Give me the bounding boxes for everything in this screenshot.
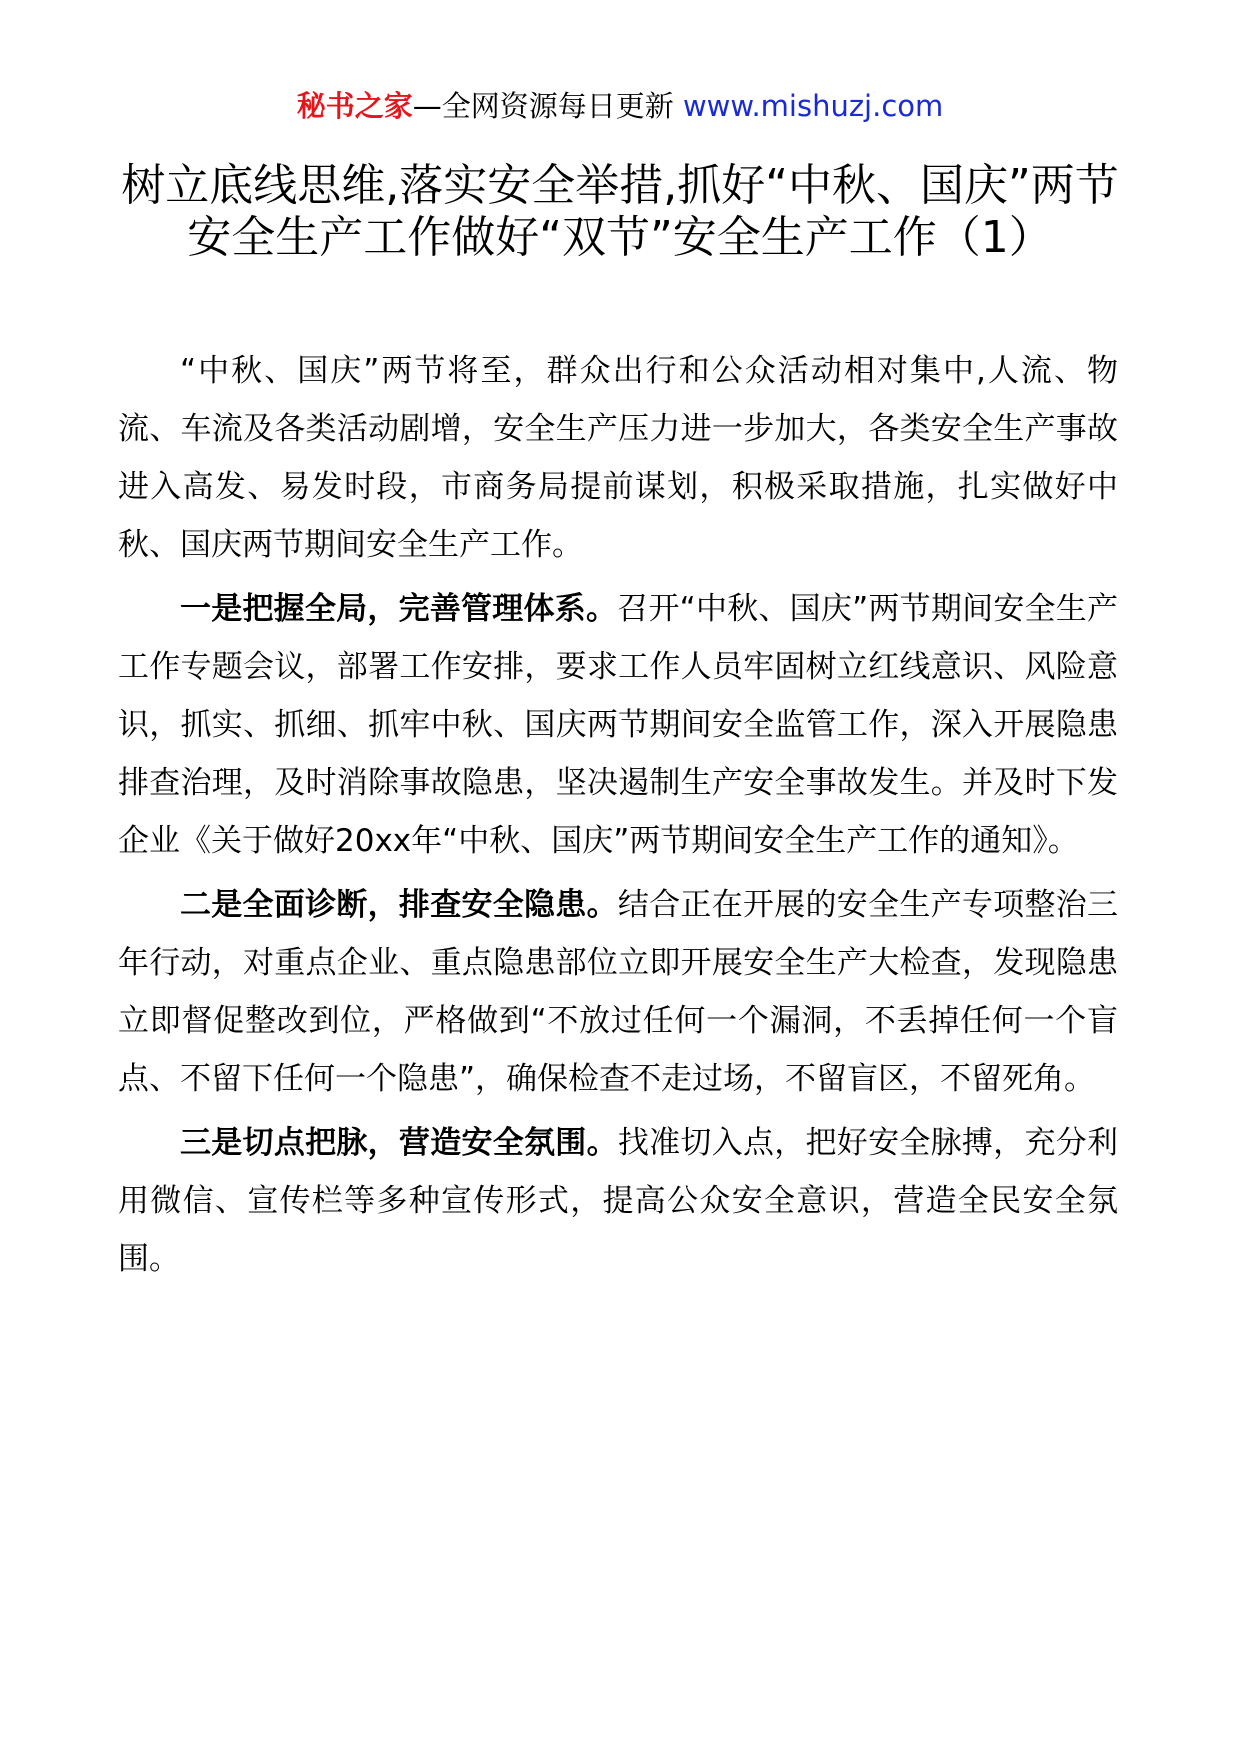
document-title: 树立底线思维,落实安全举措,抓好“中秋、国庆”两节安全生产工作做好“双节”安全生产工作（1） (121, 160, 1119, 263)
paragraph-text: “中秋、国庆”两节将至，群众出行和公众活动相对集中,人流、物流、车流及各类活动剧增，安全生产压力进一步加大，各类安全生产事故进入高发、易发时段，市商务局提前谋划，积极采取措施，扎实做好中秋、国庆两节期间安全生产工作。 (118, 353, 1118, 563)
site-header (0, 86, 1240, 126)
paragraph-point-3 (118, 1114, 1118, 1288)
paragraph-text: 找准切入点，把好安全脉搏，充分利用微信、宣传栏等多种宣传形式，提高公众安全意识，营造全民安全氛围。 (118, 1125, 1119, 1277)
paragraph-lead: 三是切点把脉，营造安全氛围。 (180, 1125, 618, 1161)
paragraph-text: 结合正在开展的安全生产专项整治三年行动，对重点企业、重点隐患部位立即开展安全生产大检查，发现隐患立即督促整改到位，严格做到“不放过任何一个漏洞，不丢掉任何一个盲点、不留下任何一个隐患”，确保检查不走过场，不留盲区，不留死角。 (118, 887, 1119, 1097)
site-tagline: —全网资源每日更新 (412, 89, 674, 123)
paragraph-point-2 (118, 876, 1118, 1108)
site-url-link[interactable]: www.mishuzj.com (682, 89, 944, 123)
paragraph-text: 召开“中秋、国庆”两节期间安全生产工作专题会议，部署工作安排，要求工作人员牢固树立红线意识、风险意识，抓实、抓细、抓牢中秋、国庆两节期间安全监管工作，深入开展隐患排查治理，及时消除事故隐患，坚决遏制生产安全事故发生。并及时下发企业《关于做好20xx年“中秋、国庆”两节期间安全生产工作的通知》。 (118, 591, 1119, 859)
paragraph-lead: 一是把握全局，完善管理体系。 (180, 591, 618, 627)
paragraph-lead: 二是全面诊断，排查安全隐患。 (180, 887, 618, 923)
paragraph-intro (118, 342, 1118, 574)
site-brand: 秘书之家 (296, 89, 413, 123)
document-body (118, 342, 1118, 1294)
paragraph-point-1 (118, 580, 1118, 870)
